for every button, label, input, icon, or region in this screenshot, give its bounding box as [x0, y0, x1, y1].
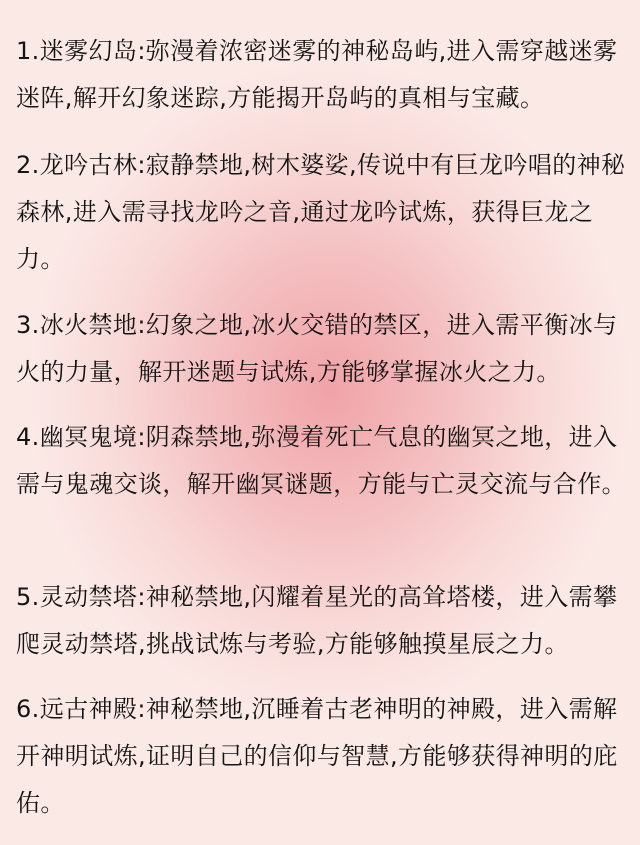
- item-number: 1.: [16, 37, 40, 65]
- item-description: :神秘禁地,闪耀着星光的高耸塔楼，进入需攀爬灵动禁塔,挑战试炼与考验,方能够触摸星辰之力。: [16, 583, 618, 658]
- list-item: [16, 142, 626, 283]
- item-title: 龙吟古林: [39, 151, 138, 179]
- item-title: 迷雾幻岛: [39, 37, 138, 65]
- item-description: :神秘禁地,沉睡着古老神明的神殿，进入需解开神明试炼,证明自己的信仰与智慧,方能够获得神明的庇佑。: [16, 695, 618, 817]
- item-number: 5.: [16, 583, 40, 611]
- item-number: 4.: [16, 423, 40, 451]
- item-title: 远古神殿: [39, 695, 138, 723]
- list-item: [16, 28, 626, 122]
- item-number: 3.: [16, 311, 40, 339]
- item-title: 灵动禁塔: [39, 583, 138, 611]
- item-description: :寂静禁地,树木婆娑,传说中有巨龙吟唱的神秘森林,进入需寻找龙吟之音,通过龙吟试炼，获得巨龙之力。: [16, 151, 626, 273]
- list-item: [16, 574, 626, 668]
- item-title: 幽冥鬼境: [39, 423, 138, 451]
- item-number: 6.: [16, 695, 40, 723]
- item-description: :阴森禁地,弥漫着死亡气息的幽冥之地，进入需与鬼魂交谈，解开幽冥谜题，方能与亡灵交流与合作。: [16, 423, 626, 498]
- item-number: 2.: [16, 151, 40, 179]
- list-item: [16, 414, 626, 508]
- item-title: 冰火禁地: [39, 311, 138, 339]
- list-item: [16, 686, 626, 827]
- list-item: [16, 302, 626, 396]
- item-description: :幻象之地,冰火交错的禁区，进入需平衡冰与火的力量，解开迷题与试炼,方能够掌握冰火之力。: [16, 311, 618, 386]
- item-description: :弥漫着浓密迷雾的神秘岛屿,进入需穿越迷雾迷阵,解开幻象迷踪,方能揭开岛屿的真相与宝藏。: [16, 37, 618, 112]
